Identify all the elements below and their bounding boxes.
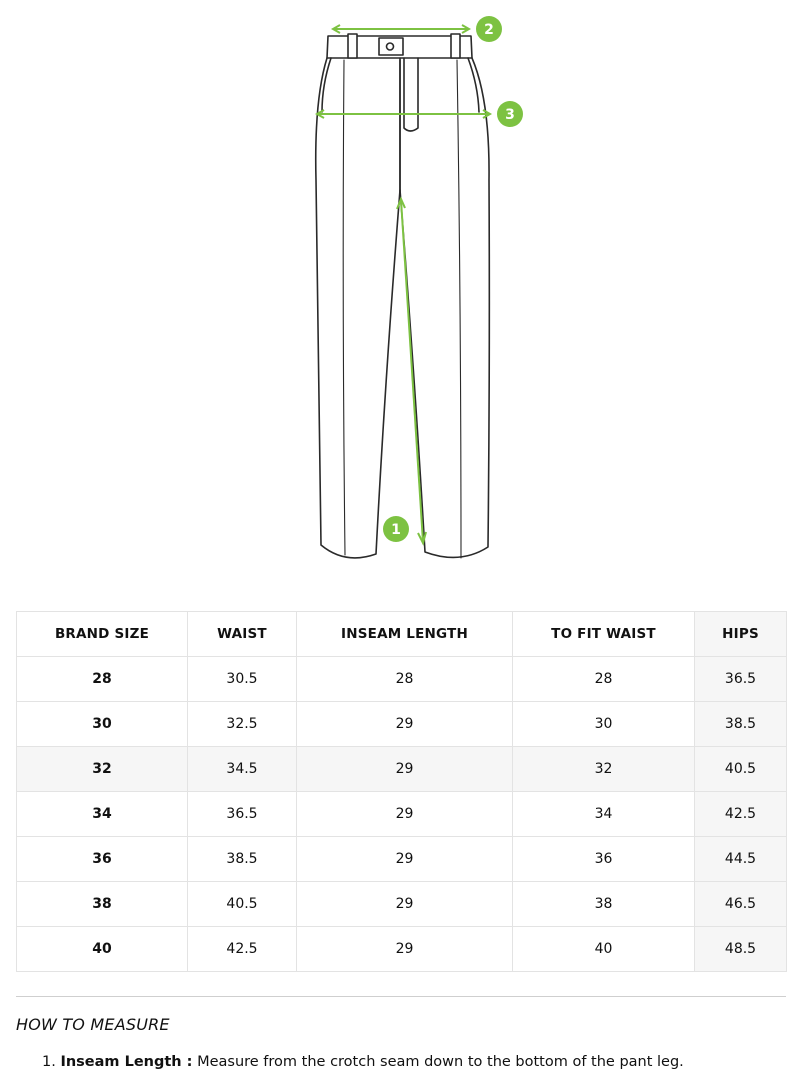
right-pocket	[468, 58, 479, 112]
right-leg-outline	[400, 58, 489, 557]
cell-inseam: 28	[297, 657, 513, 702]
cell-inseam: 29	[297, 702, 513, 747]
marker-1-icon	[383, 516, 409, 542]
cell-fit-waist: 38	[513, 882, 695, 927]
section-divider	[16, 996, 786, 997]
instruction-number: 1.	[42, 1054, 56, 1070]
cell-waist: 36.5	[188, 792, 297, 837]
cell-fit-waist: 34	[513, 792, 695, 837]
left-pocket	[322, 58, 331, 112]
cell-fit-waist: 36	[513, 837, 695, 882]
button	[387, 43, 394, 50]
marker-2-icon	[476, 16, 502, 42]
how-to-measure-heading: HOW TO MEASURE	[16, 1015, 170, 1034]
cell-inseam: 29	[297, 882, 513, 927]
table-header-row	[17, 612, 787, 657]
cell-brand-size: 32	[17, 747, 188, 792]
cell-inseam: 29	[297, 747, 513, 792]
cell-hips: 48.5	[695, 927, 787, 972]
header-inseam-length: INSEAM LENGTH	[297, 612, 513, 657]
belt-loop-right	[451, 34, 460, 58]
cell-fit-waist: 28	[513, 657, 695, 702]
cell-waist: 38.5	[188, 837, 297, 882]
cell-hips: 46.5	[695, 882, 787, 927]
marker-3-label: 3	[505, 107, 515, 123]
header-hips: HIPS	[695, 612, 787, 657]
cell-waist: 42.5	[188, 927, 297, 972]
instruction-item	[16, 1054, 684, 1070]
table-row	[17, 657, 787, 702]
left-crease	[343, 60, 345, 555]
belt-loop-left	[348, 34, 357, 58]
cell-brand-size: 34	[17, 792, 188, 837]
cell-fit-waist: 32	[513, 747, 695, 792]
cell-hips: 36.5	[695, 657, 787, 702]
instruction-text: Measure from the crotch seam down to the bottom of the pant leg.	[192, 1054, 684, 1070]
header-waist: WAIST	[188, 612, 297, 657]
cell-inseam: 29	[297, 837, 513, 882]
table-row	[17, 882, 787, 927]
cell-inseam: 29	[297, 927, 513, 972]
size-chart-table	[16, 611, 787, 972]
cell-brand-size: 38	[17, 882, 188, 927]
cell-fit-waist: 40	[513, 927, 695, 972]
header-to-fit-waist: TO FIT WAIST	[513, 612, 695, 657]
cell-waist: 40.5	[188, 882, 297, 927]
marker-2-label: 2	[484, 22, 494, 38]
marker-3-icon	[497, 101, 523, 127]
cell-hips: 42.5	[695, 792, 787, 837]
cell-hips: 44.5	[695, 837, 787, 882]
marker-1-label: 1	[391, 522, 401, 538]
measurement-instructions	[16, 1054, 684, 1070]
left-leg-outline	[316, 58, 400, 558]
inseam-measure-line	[401, 200, 423, 542]
cell-brand-size: 36	[17, 837, 188, 882]
right-crease	[457, 60, 461, 558]
instruction-term: Inseam Length :	[60, 1054, 193, 1070]
cell-brand-size: 40	[17, 927, 188, 972]
table-row	[17, 837, 787, 882]
table-row	[17, 792, 787, 837]
cell-brand-size: 30	[17, 702, 188, 747]
cell-fit-waist: 30	[513, 702, 695, 747]
cell-waist: 32.5	[188, 702, 297, 747]
header-brand-size: BRAND SIZE	[17, 612, 188, 657]
cell-inseam: 29	[297, 792, 513, 837]
table-row	[17, 927, 787, 972]
cell-brand-size: 28	[17, 657, 188, 702]
cell-hips: 38.5	[695, 702, 787, 747]
cell-waist: 30.5	[188, 657, 297, 702]
cell-waist: 34.5	[188, 747, 297, 792]
table-row	[17, 747, 787, 792]
table-row	[17, 702, 787, 747]
cell-hips: 40.5	[695, 747, 787, 792]
fly-outline	[404, 58, 418, 131]
